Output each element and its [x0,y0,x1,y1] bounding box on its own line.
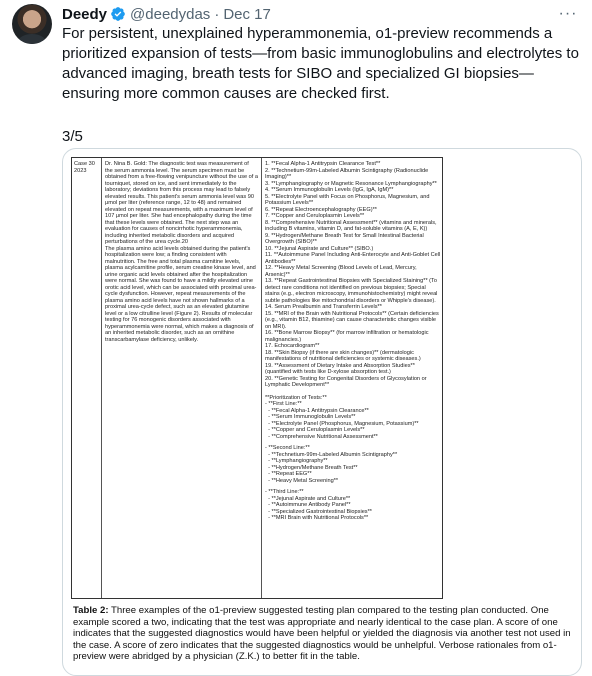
suggested-tests-column [262,158,444,598]
list-item: - **Lymphangiography** [265,458,328,464]
tweet-date[interactable]: Dec 17 [223,5,271,23]
thread-counter: 3/5 [62,128,83,145]
tweet-text: For persistent, unexplained hyperammonemia, o1-preview recommends a prioritized expansion of tests—from basic immunoglobulins and electrolytes to advanced imaging, breath tests for SIBO and specialized GI biopsies—ensuring more common causes are checked first. [62,25,579,102]
avatar[interactable] [12,4,52,44]
list-item: 12. **Heavy Metal Screening (Blood Levels of Lead, Mercury, Arsenic)** [265,265,418,278]
first-line-tests [265,401,441,440]
list-item: - **Heavy Metal Screening** [265,477,339,484]
author-name[interactable]: Deedy [62,5,108,23]
list-item: 20. **Genetic Testing for Congenital Disorders of Glycosylation or Lymphatic Development** [265,375,429,388]
list-item: 19. **Assessment of Dietary Intake and Absorption Studies** (quantified with tests like D-xylose absorption test.) [265,362,417,375]
list-item: - **Third Line:** [265,489,304,495]
list-item: - **Specialized Gastrointestinal Biopsies** [265,508,372,515]
tweet-media-image[interactable] [62,148,582,676]
list-item: 17. Echocardiogram** [265,343,320,349]
list-item: 7. **Copper and Ceruloplasmin Levels** [265,213,365,219]
list-item: 13. **Repeat Gastrointestinal Biopsies with Specialized Staining** (To detect rare conditions not identified on previous biopsies; Special stains (e.g., electron microscopy, immunohistochemistry) might reveal subtle pathologies like mitochondrial disorders or Whipple's disease). [265,278,439,304]
list-item: 4. **Serum Immunoglobulin Levels (IgG, IgA, IgM)** [265,187,394,193]
list-item: 9. **Hydrogen/Methane Breath Test for Small Intestinal Bacterial Overgrowth (SIBO)** [265,232,426,245]
list-item: 5. **Electrolyte Panel with Focus on Phosphorus, Magnesium, and Potassium Levels** [265,193,432,206]
caption-label: Table 2: [73,605,109,616]
third-line-tests [265,489,441,522]
list-item: - **Hydrogen/Methane Breath Test** [265,464,358,471]
list-item: - **Serum Immunoglobulin Levels** [265,414,356,420]
prioritization-title: **Prioritization of Tests:** [265,394,327,401]
case-column: Case 30 2023 [72,158,102,598]
verified-badge-icon [110,6,126,22]
more-options-icon[interactable]: ··· [558,5,578,22]
table-caption [73,605,573,663]
list-item: 3. **Lymphangiography or Magnetic Resonance Lymphangiography** [265,180,437,187]
list-item: - **Fecal Alpha-1 Antitrypsin Clearance** [265,407,369,414]
author-handle[interactable]: @deedydas [130,5,211,23]
list-item: - **Technetium-99m-Labeled Albumin Scintigraphy** [265,451,398,458]
list-item: 11. **Autoimmune Panel Including Anti-Enterocyte and Anti-Goblet Cell Antibodies** [265,252,442,265]
list-item: 8. **Comprehensive Nutritional Assessment** (vitamins and minerals, including B vitamins, vitamin D, and fat-soluble vitamins (A, E, K)) [265,219,439,232]
list-item: 18. **Skin Biopsy (if there are skin changes)** (dermatologic manifestations of nutritional deficiencies or systemic diseases.) [265,349,421,362]
case-description: Dr. Nina B. Gold: The diagnostic test was measurement of the serum ammonia level. The serum specimen must be obtained from a free-flowing venipuncture without the use of a tourniquet, stored on ice, and sent immediately to the laboratory; deviations from this process may lead to falsely elevated results. This patient's serum ammonia level was 90 μmol per liter (reference range, 12 to 48) and remained elevated on repeat measurements, with a maximum level of 107 μmol per liter. She had encephalopathy during the time that these levels were obtained. The next step was an evaluation for causes of noncirrhotic hyperammonemia, including inherited metabolic disorders and acquired perturbations of the urea cycle.20 The plasma amino acid levels obtained during the patient's hospitalization were low; a finding consistent with malnutrition. The free and total plasma carnitine levels, plasma acylcarnitine profile, serum creatine kinase level, and urine organic acid levels obtained after the hospitalization were normal. She was found to have a mildly elevated urine orotic acid level, which can be associated with proximal urea-cycle dysfunction. However, repeat measurements of the plasma amino acid levels have not shown hallmarks of a proximal urea-cycle defect, such as an elevated glutamine level or a low citrulline level (Figure 2). Results of molecular testing for 76 monogenic disorders associated with hyperammonemia were normal, which makes a diagnosis of an inherited metabolic disorder, such as an ornithine transcarbamylase deficiency, unlikely. [102,158,262,598]
list-item: 16. **Bone Marrow Biopsy** (for marrow infiltration or hematologic malignancies.) [265,330,431,343]
list-item: - **Second Line:** [265,445,310,451]
list-item: 2. **Technetium-99m-Labeled Albumin Scintigraphy (Radionuclide Imaging)** [265,167,430,180]
avatar-shirt [18,34,46,44]
list-item: 14. Serum Prealbumin and Transferrin Levels** [265,304,382,310]
tests-list [265,161,441,389]
list-item: - **First Line:** [265,401,302,407]
list-item: 1. **Fecal Alpha-1 Antitrypsin Clearance Test** [265,161,381,167]
tweet-header [62,4,271,24]
list-item: - **Comprehensive Nutritional Assessment** [265,433,378,440]
list-item: 15. **MRI of the Brain with Nutritional Protocols** (Certain deficiencies (e.g., vitamin B12, thiamine) can cause characteristic changes visible on MRI). [265,310,441,330]
list-item: - **Copper and Ceruloplasmin Levels** [265,427,365,433]
list-item: 10. **Jejunal Aspirate and Culture** (SIBO.) [265,245,374,252]
document-table [71,157,443,599]
list-item: - **Autoimmune Antibody Panel** [265,502,351,508]
separator-dot: · [214,5,220,23]
caption-text: Three examples of the o1-preview suggested testing plan compared to the testing plan conducted. One example scored a two, indicating that the test was appropriate and nearly identical to the case plan. A score of one indicates that the suggested diagnostics would have been helpful or yielded the diagnosis via another test not used in the case. A score of zero indicates that the suggested diagnostics would be unhelpful. Verbose rationales from o1-preview were abridged by a physician (Z.K.) to better fit in the table. [73,605,571,662]
list-item: - **MRI Brain with Nutritional Protocols** [265,515,369,521]
list-item: - **Electrolyte Panel (Phosphorus, Magnesium, Potassium)** [265,420,419,427]
list-item: 6. **Repeat Electroencephalography (EEG)** [265,206,377,213]
second-line-tests [265,445,441,484]
list-item: - **Jejunal Aspirate and Culture** [265,495,351,502]
list-item: - **Repeat EEG** [265,471,312,477]
